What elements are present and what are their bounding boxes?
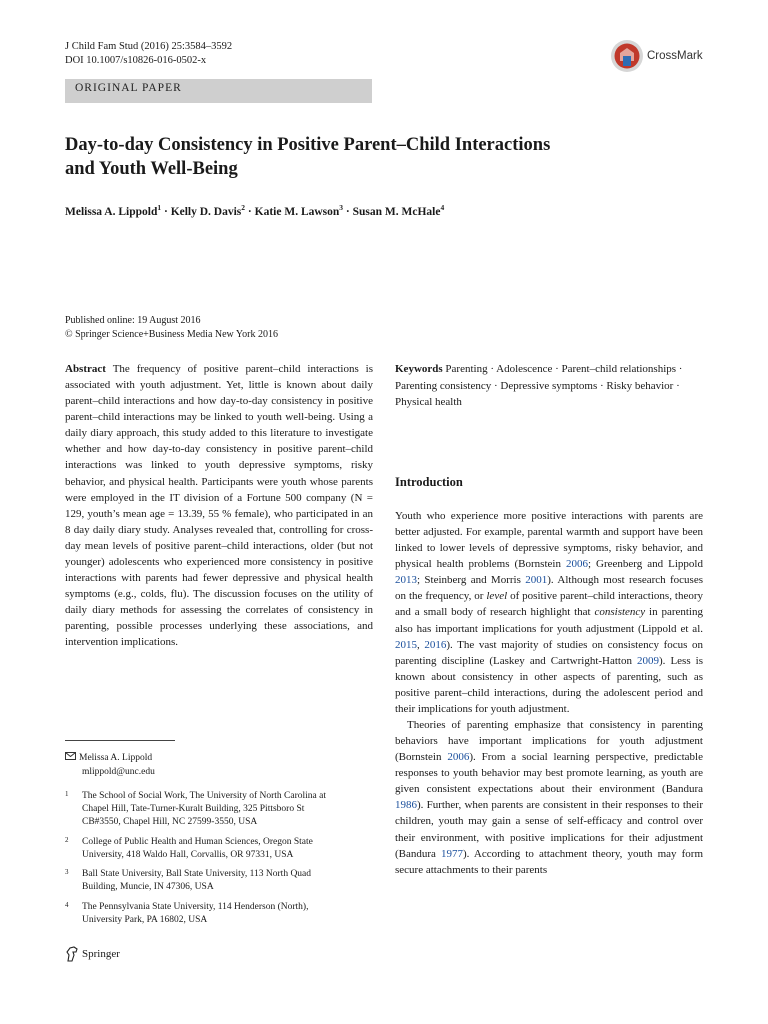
affiliation-line: CB#3550, Chapel Hill, NC 27599-3550, USA <box>82 817 258 827</box>
author-separator: · <box>343 205 353 218</box>
doi-line[interactable]: DOI 10.1007/s10826-016-0502-x <box>65 55 207 66</box>
title-line-2: and Youth Well-Being <box>65 159 238 179</box>
citation-link[interactable]: 1986 <box>395 799 417 812</box>
footnote-divider <box>65 740 175 741</box>
publisher-logo <box>65 946 120 962</box>
affiliation-4 <box>65 901 377 927</box>
journal-citation <box>65 40 232 68</box>
affiliation-number: 3 <box>65 868 69 876</box>
keywords-label: Keywords <box>395 363 443 375</box>
springer-horse-icon <box>65 946 79 962</box>
crossmark-icon <box>610 39 644 73</box>
introduction-paragraph-1: Youth who experience more positive interactions with parents are better adjusted. For example, parental warmth and support have been linked to lower levels of depressive symptoms, risky behavior, and physical health problems (Bornstein 2006; Greenberg and Lippold 2013; Steinberg and Morris 2001). Although most research focuses on the frequency, or level of positive parent–child interactions, theory and a small body of research highlight that consistency in parenting also has important implications for youth adjustment (Lippold et al. 2015, 2016). The vast majority of studies on consistency focus on parenting discipline (Laskey and Cartwright-Hatton 2009). Less is known about consistency in other aspects of parenting, such as positive parent–child interactions, during the adolescent period and their implications for youth adjustment. <box>395 510 704 715</box>
affiliation-number: 4 <box>65 901 69 909</box>
envelope-icon <box>65 751 79 765</box>
affiliation-3 <box>65 868 377 894</box>
abstract-label: Abstract <box>65 363 106 375</box>
corresponding-author-email[interactable]: mlippold@unc.edu <box>82 767 155 777</box>
keywords-paragraph <box>395 361 703 411</box>
author-separator: · <box>245 205 255 218</box>
author-separator: · <box>161 205 171 218</box>
published-date: Published online: 19 August 2016 <box>65 315 201 326</box>
keywords-section <box>395 361 703 411</box>
affiliation-line: Ball State University, Ball State University, 113 North Quad <box>82 869 312 879</box>
author-affiliation-marker: 4 <box>440 203 445 212</box>
introduction-heading: Introduction <box>395 475 463 489</box>
abstract-paragraph <box>65 361 373 650</box>
title-line-1: Day-to-day Consistency in Positive Parent–Child Interactions <box>65 135 551 155</box>
affiliation-number: 2 <box>65 836 69 844</box>
affiliation-number: 1 <box>65 790 69 798</box>
introduction-paragraph-2: Theories of parenting emphasize that consistency in parenting behaviors have important implications for youth adjustment (Bornstein 2006). From a social learning perspective, predictable responses to youth behavior may best promote learning, as youth are given consistent expectations about their environment (Bandura 1986). Further, when parents are consistent in their responses to their children, youth may gain a sense of self-efficacy and control over their environment, with positive implications for their adjustment (Bandura 1977). According to attachment theory, youth may form secure attachments to their parents <box>395 719 703 876</box>
affiliation-line: The Pennsylvania State University, 114 Henderson (North), <box>82 902 309 912</box>
crossmark-label: CrossMark <box>647 50 703 62</box>
article-type-banner <box>65 79 372 103</box>
citation-link[interactable]: 2016 <box>424 638 447 651</box>
affiliation-2 <box>65 836 377 862</box>
affiliation-line: College of Public Health and Human Sciences, Oregon State <box>82 837 313 847</box>
abstract-text: The frequency of positive parent–child interactions is associated with youth adjustment. Yet, little is known about daily parent–child interactions and how day-to-day consistency in positive parent–child interactions may be linked to youth well-being. Using a daily diary approach, this study added to this literature to investigate whether and how day-to-day consistency in positive parent–child interactions was linked to youth depressive symptoms, risky behavior, and physical health. Participants were youth whose parents were employed in the IT division of a Fortune 500 company (N = 129, youth’s mean age = 13.39, 55 % female), who participated in an 8 day daily diary study. Analyses revealed that, controlling for cross-day mean levels of positive parent–child interactions, older (but not younger) adolescents who experienced more consistency in positive interactions with parents had fewer depressive and physical health symptoms (e.g., colds, flu). The discussion focuses on the utility of daily diary methods for assessing the correlates of consistency in parenting, possible processes underlying these associations, and intervention implications. <box>65 363 373 649</box>
article-title <box>65 133 665 181</box>
emphasis: consistency <box>594 606 646 619</box>
journal-volume-line: J Child Fam Stud (2016) 25:3584–3592 <box>65 41 233 52</box>
affiliation-line: The School of Social Work, The University of North Carolina at <box>82 791 326 801</box>
author-affiliation-marker: 2 <box>241 203 246 212</box>
author-affiliation-marker: 1 <box>157 203 162 212</box>
author-list <box>65 203 665 218</box>
citation-link[interactable]: 2006 <box>565 558 588 571</box>
author-name[interactable]: Susan M. McHale <box>352 205 441 218</box>
emphasis: level <box>486 590 508 603</box>
keywords-text: Parenting · Adolescence · Parent–child relationships · Parenting consistency · Depressive symptoms · Risky behavior · Physical health <box>395 363 683 408</box>
article-type-label: ORIGINAL PAPER <box>75 82 182 94</box>
author-name[interactable]: Melissa A. Lippold <box>65 205 158 218</box>
affiliation-1 <box>65 790 377 829</box>
crossmark-badge[interactable] <box>610 37 722 75</box>
author-name[interactable]: Kelly D. Davis <box>170 205 242 218</box>
citation-link[interactable]: 2009 <box>637 654 660 667</box>
affiliation-line: Chapel Hill, Tate-Turner-Kuralt Building, 325 Pittsboro St <box>82 804 305 814</box>
publication-info <box>65 314 278 342</box>
citation-link[interactable]: 2015 <box>395 638 417 651</box>
copyright-notice: © Springer Science+Business Media New York 2016 <box>65 329 278 340</box>
affiliation-line: Building, Muncie, IN 47306, USA <box>82 882 214 892</box>
citation-link[interactable]: 2013 <box>395 574 417 587</box>
citation-link[interactable]: 1977 <box>441 847 463 860</box>
affiliation-line: University Park, PA 16802, USA <box>82 915 208 925</box>
citation-link[interactable]: 2006 <box>447 751 470 764</box>
citation-link[interactable]: 2001 <box>525 574 548 587</box>
author-name[interactable]: Katie M. Lawson <box>254 205 340 218</box>
abstract-section <box>65 361 373 650</box>
affiliation-line: University, 418 Waldo Hall, Corvallis, OR 97331, USA <box>82 850 294 860</box>
introduction-body <box>395 508 703 878</box>
publisher-name: Springer <box>82 948 120 960</box>
author-affiliation-marker: 3 <box>339 203 344 212</box>
corresponding-author-name: Melissa A. Lippold <box>79 753 153 763</box>
correspondence-block <box>65 751 375 779</box>
